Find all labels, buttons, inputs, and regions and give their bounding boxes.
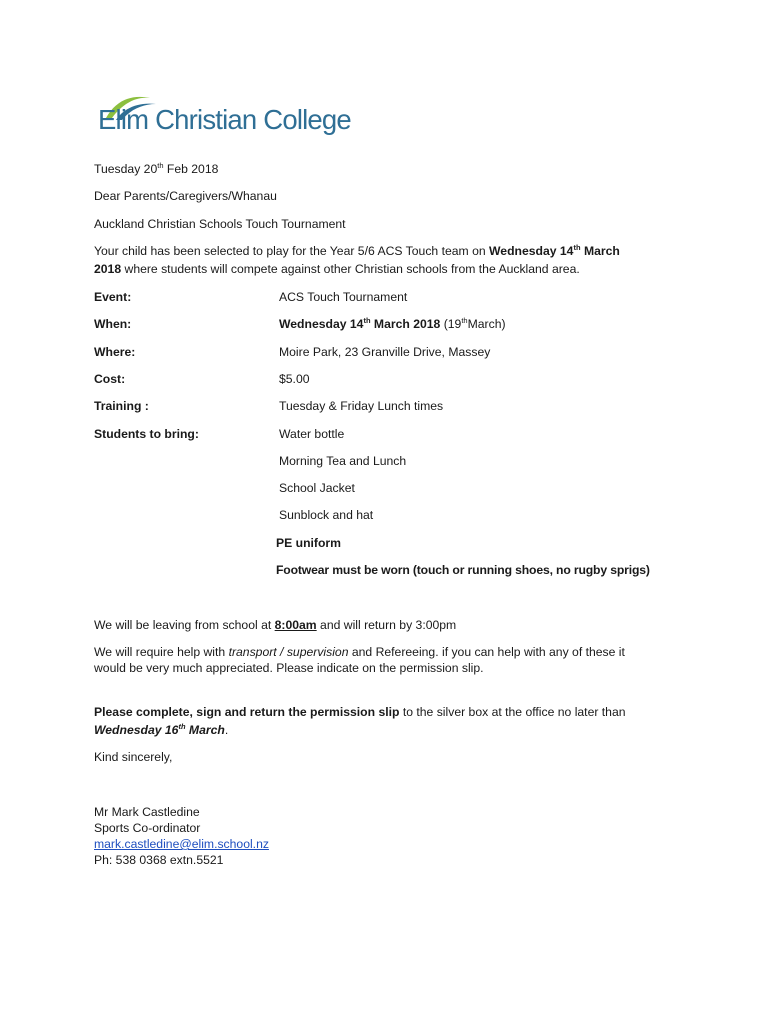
intro-line-1: Your child has been selected to play for the Year 5/6 ACS Touch team on Wednesday 14th March bbox=[94, 243, 620, 258]
help-line-1: We will require help with transport / supervision and Refereeing. if you can help with any of these it bbox=[94, 645, 625, 659]
cost-value: $5.00 bbox=[279, 372, 310, 386]
signature-email-link[interactable]: mark.castledine@elim.school.nz bbox=[94, 837, 269, 851]
permission-line-1: Please complete, sign and return the permission slip to the silver box at the office no later than bbox=[94, 705, 626, 719]
subject-line: Auckland Christian Schools Touch Tournament bbox=[94, 217, 346, 231]
signature-phone: Ph: 538 0368 extn.5521 bbox=[94, 853, 224, 867]
bring-item-bold: Footwear must be worn (touch or running shoes, no rugby sprigs) bbox=[276, 563, 650, 577]
salutation: Dear Parents/Caregivers/Whanau bbox=[94, 189, 277, 203]
where-value: Moire Park, 23 Granville Drive, Massey bbox=[279, 345, 491, 359]
when-value: Wednesday 14th March 2018 (19thMarch) bbox=[279, 316, 506, 331]
leaving-line: We will be leaving from school at 8:00am and will return by 3:00pm bbox=[94, 618, 457, 632]
letter-date: Tuesday 20th Feb 2018 bbox=[94, 161, 219, 176]
help-line-2: would be very much appreciated. Please indicate on the permission slip. bbox=[94, 661, 484, 675]
bring-item: Morning Tea and Lunch bbox=[279, 454, 407, 468]
bring-item: Sunblock and hat bbox=[279, 508, 374, 522]
bring-item-bold: PE uniform bbox=[276, 536, 342, 550]
bring-item: School Jacket bbox=[279, 481, 355, 495]
logo-text: Elim Christian College bbox=[98, 104, 351, 135]
bring-item: Water bottle bbox=[279, 427, 345, 441]
when-label: When: bbox=[94, 317, 132, 331]
intro-line-2: 2018 where students will compete against other Christian schools from the Auckland area. bbox=[94, 262, 580, 276]
event-value: ACS Touch Tournament bbox=[279, 290, 408, 304]
bring-label: Students to bring: bbox=[94, 427, 199, 441]
event-label: Event: bbox=[94, 290, 132, 304]
permission-line-2: Wednesday 16th March. bbox=[94, 722, 229, 737]
college-logo bbox=[94, 92, 384, 144]
signature-name: Mr Mark Castledine bbox=[94, 805, 200, 819]
closing: Kind sincerely, bbox=[94, 750, 173, 764]
signature-role: Sports Co-ordinator bbox=[94, 821, 201, 835]
training-label: Training : bbox=[94, 399, 149, 413]
cost-label: Cost: bbox=[94, 372, 126, 386]
training-value: Tuesday & Friday Lunch times bbox=[279, 399, 444, 413]
where-label: Where: bbox=[94, 345, 136, 359]
